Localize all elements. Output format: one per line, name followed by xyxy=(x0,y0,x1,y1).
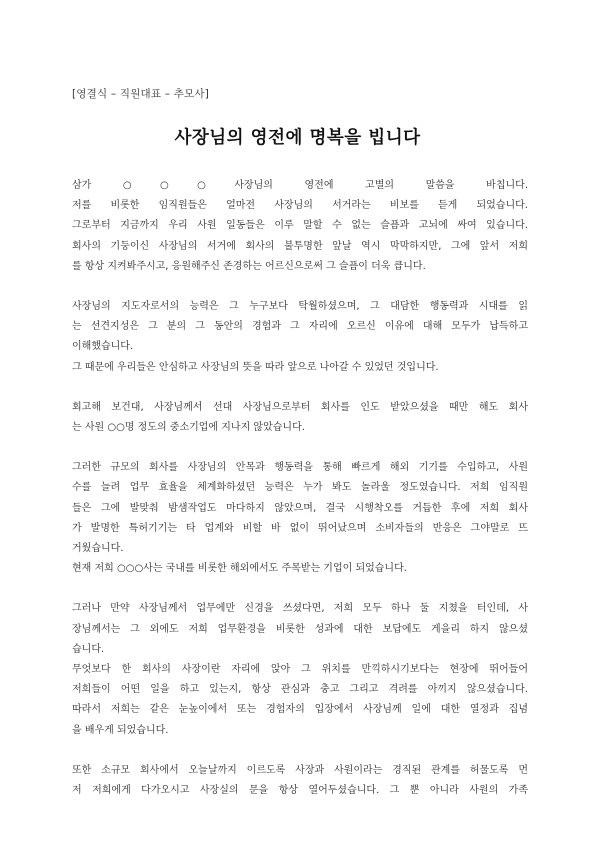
text-line: 을 배우게 되었습니다. xyxy=(72,724,169,736)
text-line: 이해했습니다. xyxy=(72,341,134,353)
text-line: 회사의 기둥이신 사장님의 서거에 회사의 불투명한 앞날 역시 막막하지만, 그에 앞서 저희 xyxy=(72,240,528,252)
text-line: 들은 그에 발맞춰 밤샘작업도 마다하지 않았으며, 결국 시행착오를 거듭한 후에 저희 회사 xyxy=(72,502,528,514)
text-line: 가 발명한 특허기기는 타 업계와 비할 바 없이 뛰어났으며 소비자들의 반응은 그야말로 뜨 xyxy=(72,522,528,534)
text-line: 수를 늘려 업무 효율을 체계화하셨던 능력은 누가 봐도 놀라울 정도였습니다. 저희 임직원 xyxy=(72,482,528,494)
paragraph-condolence-opening xyxy=(72,176,528,277)
document-title: 사장님의 영전에 명복을 빕니다 xyxy=(174,128,421,148)
text-line: 그 때문에 우리들은 안심하고 사장님의 뜻을 따라 앞으로 나아갈 수 있었던 것입니다. xyxy=(72,361,439,373)
text-line: 또한 소규모 회사에서 오늘날까지 이르도록 사장과 사원이라는 경직된 관계를 허물도록 먼 xyxy=(72,764,528,776)
text-line: 거웠습니다. xyxy=(72,543,124,555)
text-line: 저 저희에게 다가오시고 사장실의 문을 항상 열어두셨습니다. 그 뿐 아니라 사원의 가족 xyxy=(72,785,528,797)
paragraph-open-door xyxy=(72,761,528,801)
text-line: 그러나 만약 사장님께서 업무에만 신경을 쓰셨다면, 저희 모두 하나 둘 지쳤을 터인데, 사 xyxy=(72,603,528,615)
text-line: 습니다. xyxy=(72,643,105,655)
text-line: 사장님의 지도자로서의 능력은 그 누구보다 탁월하셨으며, 그 대담한 행동력과 시대를 읽 xyxy=(72,301,528,313)
text-line: 따라서 저희는 같은 눈높이에서 또는 경험자의 입장에서 사장님께 일에 대한 열정과 집념 xyxy=(72,704,528,716)
paragraph-growth xyxy=(72,458,528,579)
paragraph-care xyxy=(72,599,528,740)
text-line: 는 선견지성은 그 분의 그 동안의 경험과 그 자리에 오르신 이유에 대해 모두가 납득하고 xyxy=(72,321,528,333)
text-line: 그러한 규모의 회사를 사장님의 안목과 행동력을 통해 빠르게 해외 기기를 수입하고, 사원 xyxy=(72,462,528,474)
document-category-tag: [영결식 – 직원대표 – 추모사] xyxy=(72,88,210,100)
text-line: 를 항상 지켜봐주시고, 응원해주신 존경하는 어르신으로써 그 슬픔이 더욱 큽니다. xyxy=(72,260,426,272)
text-line: 그로부터 지금까지 우리 사원 일동들은 이루 말할 수 없는 슬픔과 고뇌에 싸여 있습니다. xyxy=(72,220,528,232)
text-line: 회고해 보건대, 사장님께서 선대 사장님으로부터 회사를 인도 받았으셨을 때만 해도 회사 xyxy=(72,401,528,413)
text-line: 저를 비롯한 임직원들은 얼마전 사장님의 서거라는 비보를 듣게 되었습니다. xyxy=(72,200,528,212)
text-line: 는 사원 ○○명 정도의 중소기업에 지나지 않았습니다. xyxy=(72,422,305,434)
paragraph-history xyxy=(72,398,528,438)
paragraph-leadership xyxy=(72,297,528,378)
text-line: 삼가 ○○○사장님의 영전에 고별의 말씀을 바칩니다. xyxy=(72,180,528,191)
document-body xyxy=(72,176,528,801)
text-line: 장님께서는 그 외에도 저희 업무환경을 비롯한 성과에 대한 보답에도 게을리 하지 않으셨 xyxy=(72,623,528,635)
text-line: 현재 저희 ○○○사는 국내를 비롯한 해외에서도 주목받는 기업이 되었습니다. xyxy=(72,563,407,575)
text-line: 저희들이 어떤 일을 하고 있는지, 항상 관심과 충고 그리고 격려를 아끼지 않으셨습니다. xyxy=(72,684,528,696)
text-line: 무엇보다 한 회사의 사장이란 자리에 앉아 그 위치를 만끽하시기보다는 현장에 뛰어들어 xyxy=(72,664,528,676)
